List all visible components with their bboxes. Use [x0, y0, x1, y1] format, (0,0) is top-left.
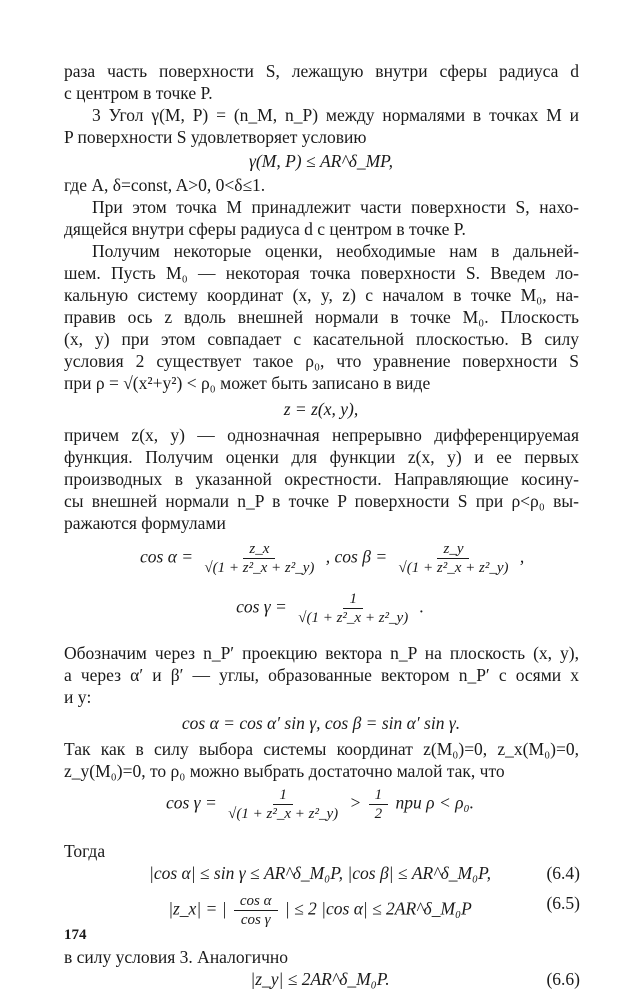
text-line: дящейся внутри сферы радиуса d с центром в точке P.	[64, 219, 466, 239]
numerator: 1	[369, 786, 389, 805]
text-line: 3 Угол γ(M, P) = (n_M, n_P) между нормалями в точках M и	[92, 105, 579, 125]
numerator: z_x	[243, 540, 275, 559]
text-line: в силу условия 3. Аналогично	[64, 947, 289, 967]
denominator: √(1 + z²_x + z²_y)	[228, 806, 339, 822]
fraction	[369, 786, 389, 823]
equation-6-4	[0, 862, 642, 892]
eq-condition: при ρ < ρ₀.	[395, 792, 474, 813]
text-line: При этом точка M принадлежит части поверхности S, нахо-	[92, 197, 579, 217]
equation-number: (6.5)	[546, 893, 580, 913]
equation-6-6	[0, 968, 642, 998]
eq-rhs: | ≤ 2 |cos α| ≤ 2AR^δ_M₀P	[284, 898, 472, 919]
page-number: 174	[64, 927, 87, 943]
numerator: cos α	[234, 892, 278, 911]
text-line: ражаются формулами	[64, 513, 226, 533]
equation-surface: z = z(x, y),	[283, 399, 359, 419]
fraction	[224, 786, 342, 823]
text-line: кальную систему координат (x, y, z) с началом в точке M₀, на-	[64, 285, 579, 305]
equation-projection: cos α = cos α′ sin γ, cos β = sin α′ sin γ.	[181, 713, 461, 733]
fraction	[395, 540, 513, 577]
eq-body: |cos α| ≤ sin γ ≤ AR^δ_M₀P, |cos β| ≤ AR^δ_M₀P,	[149, 863, 491, 883]
eq-lhs: , cos β =	[325, 546, 388, 567]
text-line: причем z(x, y) — однозначная непрерывно дифференцируемая	[64, 425, 579, 445]
text-line: z_y(M₀)=0, то ρ₀ можно выбрать достаточно малой так, что	[64, 761, 505, 781]
eq-lhs: cos γ =	[236, 596, 287, 617]
text-line: правив ось z вдоль внешней нормали в точке M₀. Плоскость	[64, 307, 579, 327]
text-line: Обозначим через n_P′ проекцию вектора n_P на плоскость (x, y),	[64, 643, 579, 663]
numerator: z_y	[437, 540, 469, 559]
eq-punct: ,	[519, 546, 525, 567]
eq-operator: >	[349, 792, 362, 813]
eq-lhs: cos γ =	[165, 792, 217, 813]
equation-number: (6.6)	[546, 969, 580, 989]
equation-cos-gamma	[0, 590, 642, 626]
text-line: при ρ = √(x²+y²) < ρ₀ может быть записано в виде	[64, 373, 431, 393]
text-line: Получим некоторые оценки, необходимые нам в дальней-	[92, 241, 579, 261]
denominator: √(1 + z²_x + z²_y)	[298, 610, 409, 626]
text-line: где A, δ=const, A>0, 0<δ≤1.	[64, 175, 266, 195]
text-line: с центром в точке P.	[64, 83, 213, 103]
denominator: √(1 + z²_x + z²_y)	[398, 560, 509, 576]
text-line: Так как в силу выбора системы координат z(M₀)=0, z_x(M₀)=0,	[64, 739, 579, 759]
text-line: функция. Получим оценки для функции z(x, y) и ее первых	[64, 447, 579, 467]
eq-punct: .	[419, 596, 424, 617]
numerator: 1	[273, 786, 293, 805]
fraction	[294, 590, 412, 627]
fraction	[200, 540, 318, 577]
text-line: условия 2 существует такое ρ₀, что уравнение поверхности S	[64, 351, 579, 371]
numerator: 1	[343, 590, 363, 609]
eq-lhs: cos α =	[140, 546, 194, 567]
text-line: раза часть поверхности S, лежащую внутри сферы радиуса d	[64, 61, 579, 81]
equation-number: (6.4)	[546, 863, 580, 883]
eq-lhs: |z_x| = |	[168, 898, 227, 919]
denominator: 2	[374, 806, 383, 822]
equation-gamma-condition: γ(M, P) ≤ AR^δ_MP,	[249, 151, 393, 171]
text-line: сы внешней нормали n_P в точке P поверхности S при ρ<ρ₀ вы-	[64, 491, 579, 511]
denominator: √(1 + z²_x + z²_y)	[204, 560, 315, 576]
text-line: и y:	[64, 687, 92, 707]
eq-body: |z_y| ≤ 2AR^δ_M₀P.	[250, 969, 390, 989]
text-line: шем. Пусть M₀ — некоторая точка поверхности S. Введем ло-	[64, 263, 579, 283]
text-line: P поверхности S удовлетворяет условию	[64, 127, 367, 147]
equation-6-5	[0, 892, 642, 928]
equation-cos-gamma-bound	[0, 786, 642, 822]
text-line: производных в указанной окрестности. Направляющие косину-	[64, 469, 579, 489]
text-line: а через α′ и β′ — углы, образованные вектором n_P′ с осями x	[64, 665, 579, 685]
text-line: (x, y) при этом совпадает с касательной плоскостью. В силу	[64, 329, 579, 349]
equation-direction-cosines	[0, 540, 642, 576]
denominator: cos γ	[240, 912, 271, 928]
fraction	[234, 892, 278, 929]
text-line: Тогда	[64, 841, 106, 861]
